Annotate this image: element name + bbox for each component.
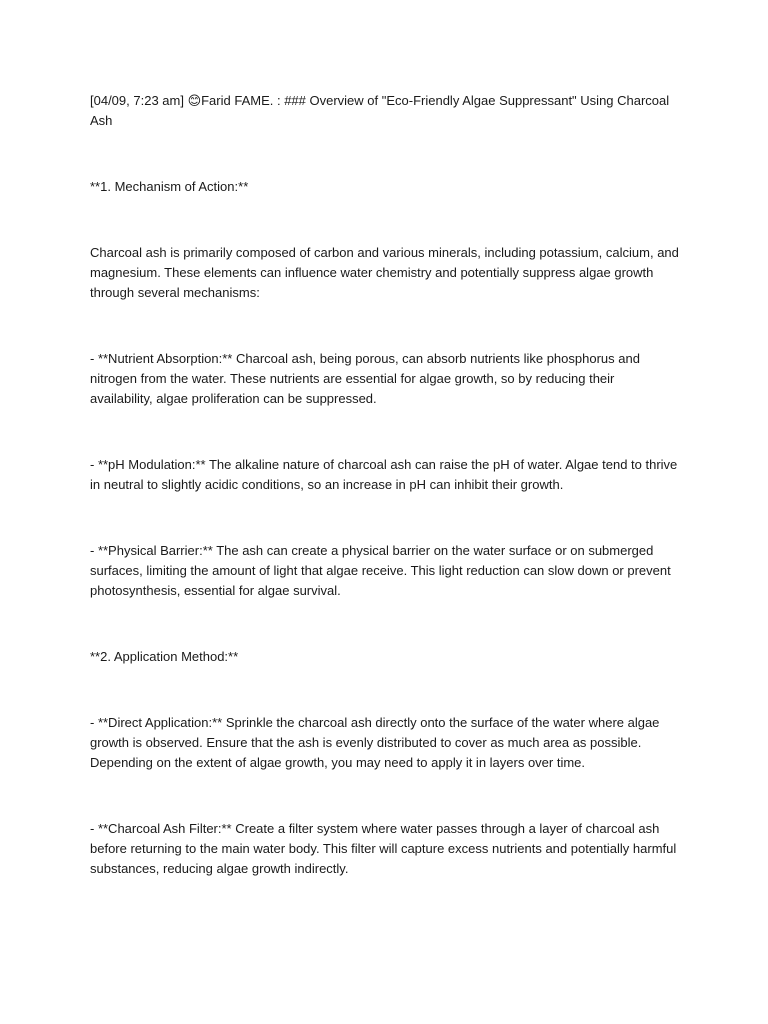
bullet-nutrient-absorption: - **Nutrient Absorption:** Charcoal ash, being porous, can absorb nutrients like phosphorus and nitrogen from the water. These nutrients are essential for algae growth, so by reducing their availability, algae proliferation can be suppressed. [90, 351, 640, 406]
section-heading-application: **2. Application Method:** [90, 649, 239, 664]
bullet-physical-barrier: - **Physical Barrier:** The ash can create a physical barrier on the water surface or on submerged surfaces, limiting the amount of light that algae receive. This light reduction can slow down or prevent photosynthesis, essential for algae survival. [90, 543, 671, 598]
bullet-charcoal-ash-filter: - **Charcoal Ash Filter:** Create a filter system where water passes through a layer of charcoal ash before returning to the main water body. This filter will capture excess nutrients and potentially harmful substances, reducing algae growth indirectly. [90, 821, 677, 876]
bullet-direct-application: - **Direct Application:** Sprinkle the charcoal ash directly onto the surface of the water where algae growth is observed. Ensure that the ash is evenly distributed to cover as much area as possible. Depending on the extent of algae growth, you may need to apply it in layers over time. [90, 715, 660, 770]
bullet-ph-modulation: - **pH Modulation:** The alkaline nature of charcoal ash can raise the pH of water. Algae tend to thrive in neutral to slightly acidic conditions, so an increase in pH can inhibit their growth. [90, 457, 678, 492]
document-body [90, 91, 680, 879]
section-heading-mechanism: **1. Mechanism of Action:** [90, 179, 249, 194]
message-header: [04/09, 7:23 am] 😊Farid⁠ FAME⁠.⁠ : ### Overview of "Eco-Friendly Algae Suppressant" Using Charcoal Ash [90, 93, 670, 128]
intro-paragraph: Charcoal ash is primarily composed of carbon and various minerals, including potassium, calcium, and magnesium. These elements can influence water chemistry and potentially suppress algae growth through several mechanisms: [90, 245, 679, 300]
